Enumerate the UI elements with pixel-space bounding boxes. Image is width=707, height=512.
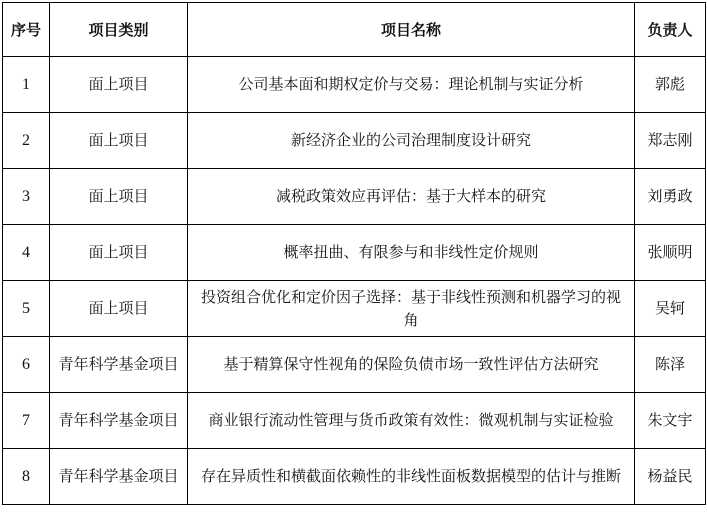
- cell-category: 面上项目: [50, 57, 188, 113]
- cell-category: 青年科学基金项目: [50, 337, 188, 393]
- cell-name: 基于精算保守性视角的保险负债市场一致性评估方法研究: [188, 337, 635, 393]
- cell-no: 5: [3, 281, 50, 337]
- cell-owner: 郭彪: [635, 57, 706, 113]
- header-owner: 负责人: [635, 3, 706, 57]
- cell-category: 面上项目: [50, 169, 188, 225]
- cell-no: 4: [3, 225, 50, 281]
- cell-name: 投资组合优化和定价因子选择：基于非线性预测和机器学习的视角: [188, 281, 635, 337]
- header-name: 项目名称: [188, 3, 635, 57]
- cell-name: 新经济企业的公司治理制度设计研究: [188, 113, 635, 169]
- table-row: [3, 281, 706, 337]
- cell-owner: 杨益民: [635, 449, 706, 505]
- cell-category: 青年科学基金项目: [50, 393, 188, 449]
- cell-no: 3: [3, 169, 50, 225]
- header-category: 项目类别: [50, 3, 188, 57]
- cell-category: 青年科学基金项目: [50, 449, 188, 505]
- header-no: 序号: [3, 3, 50, 57]
- table-row: [3, 113, 706, 169]
- cell-name: 商业银行流动性管理与货币政策有效性：微观机制与实证检验: [188, 393, 635, 449]
- cell-name: 减税政策效应再评估：基于大样本的研究: [188, 169, 635, 225]
- cell-owner: 郑志刚: [635, 113, 706, 169]
- table-row: [3, 393, 706, 449]
- cell-category: 面上项目: [50, 281, 188, 337]
- table-row: [3, 337, 706, 393]
- cell-no: 2: [3, 113, 50, 169]
- cell-owner: 刘勇政: [635, 169, 706, 225]
- cell-no: 6: [3, 337, 50, 393]
- header-row: [3, 3, 706, 57]
- table-row: [3, 225, 706, 281]
- cell-no: 1: [3, 57, 50, 113]
- cell-no: 7: [3, 393, 50, 449]
- cell-category: 面上项目: [50, 113, 188, 169]
- cell-category: 面上项目: [50, 225, 188, 281]
- cell-no: 8: [3, 449, 50, 505]
- project-table: [2, 2, 706, 505]
- table-row: [3, 449, 706, 505]
- cell-name: 概率扭曲、有限参与和非线性定价规则: [188, 225, 635, 281]
- table-row: [3, 169, 706, 225]
- table-row: [3, 57, 706, 113]
- cell-name: 公司基本面和期权定价与交易：理论机制与实证分析: [188, 57, 635, 113]
- cell-owner: 陈泽: [635, 337, 706, 393]
- cell-owner: 朱文宇: [635, 393, 706, 449]
- cell-name: 存在异质性和横截面依赖性的非线性面板数据模型的估计与推断: [188, 449, 635, 505]
- cell-owner: 吴轲: [635, 281, 706, 337]
- cell-owner: 张顺明: [635, 225, 706, 281]
